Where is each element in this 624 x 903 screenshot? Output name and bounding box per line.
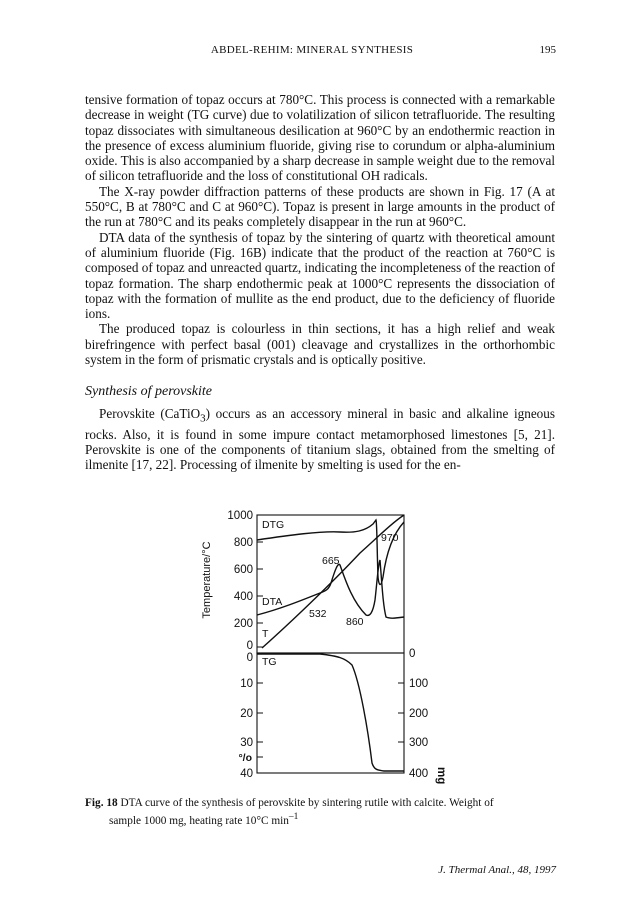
temp-tick-600: 600 (233, 564, 253, 576)
caption-line-1 (85, 797, 555, 811)
caption-text-2: sample 1000 mg, heating rate 10°C min (109, 814, 289, 827)
mg-tick-400: 400 (409, 768, 429, 780)
temp-tick-200: 200 (233, 618, 253, 630)
y-axis-label: Temperature/°C (201, 541, 213, 619)
percent-unit: °/o (238, 752, 252, 764)
section-heading: Synthesis of perovskite (85, 384, 213, 400)
dta-curve (257, 560, 404, 618)
perovskite-text-b: ) occurs as an accessory mineral in basic and alkaline igneous rocks. Also, it is found in some impure contact metamorphosed limestones [5, 21]. Perovskite is one of the components of titanium slags, obtained from the smelting of ilmenite [17, 22]. Processing of ilmenite by smelting is used for the en- (85, 405, 555, 473)
lower-panel-frame (257, 653, 404, 773)
peak-label-532: 532 (309, 608, 327, 620)
peak-label-860: 860 (346, 616, 364, 628)
peak-label-665: 665 (322, 555, 340, 567)
temp-tick-400: 400 (233, 591, 253, 603)
temp-tick-0: 0 (246, 640, 253, 652)
percent-tick-marks (257, 683, 263, 757)
caption-line-2 (85, 811, 555, 828)
thermal-analysis-plot (180, 505, 460, 790)
figure-18 (180, 505, 460, 790)
percent-tick-30: 30 (240, 737, 253, 749)
figure-caption (85, 797, 555, 828)
label-dtg: DTG (262, 519, 285, 531)
caption-superscript: –1 (288, 811, 299, 822)
perovskite-text-a: Perovskite (CaTiO (99, 405, 201, 421)
temp-tick-800: 800 (233, 537, 253, 549)
percent-tick-40: 40 (240, 768, 253, 780)
temp-tick-1000: 1000 (227, 510, 253, 522)
percent-tick-20: 20 (240, 708, 253, 720)
mg-tick-300: 300 (409, 737, 429, 749)
mg-tick-0: 0 (409, 648, 416, 660)
label-t: T (262, 628, 269, 640)
percent-tick-10: 10 (240, 678, 253, 690)
label-dta: DTA (262, 596, 283, 608)
running-title: ABDEL-REHIM: MINERAL SYNTHESIS (210, 44, 414, 56)
paragraph-continuation: tensive formation of topaz occurs at 780°C. This process is connected with a remarkable decrease in weight (TG curve) due to volatilization of silicon tetrafluoride. The resulting topaz dissociates with simultaneous desilication at 960°C by an endothermic reaction in the presence of excess aluminium fluoride, giving rise to corundum or alpha-aluminium oxide. This is also accompanied by a sharp decrease in sample weight due to the removal of silicon tetrafluoride and the loss of constitutional OH radicals. (85, 92, 555, 184)
body-text (85, 92, 555, 472)
mg-tick-marks (398, 683, 404, 742)
journal-footer: J. Thermal Anal., 48, 1997 (438, 864, 556, 876)
paragraph-xray: The X-ray powder diffraction patterns of these products are shown in Fig. 17 (A at 550°C, B at 780°C and C at 960°C). Topaz is present in large amounts in the product of the run at 780°C and its peaks completely disappear in the run at 960°C. (85, 183, 555, 230)
paragraph-dta: DTA data of the synthesis of topaz by the sintering of quartz with theoretical amount of aluminium fluoride (Fig. 16B) indicate that the product of the reaction at 760°C is composed of topaz and unreacted quartz, indicating the incompleteness of the reaction of topaz formation. The sharp endothermic peak at 1000°C represents the dissociation of topaz with the formation of mullite as the end product, due to the deficiency of fluoride ions. (85, 229, 555, 322)
mg-unit: mg (435, 767, 447, 785)
label-tg: TG (262, 656, 277, 668)
page-number: 195 (539, 44, 556, 56)
mg-tick-200: 200 (409, 708, 429, 720)
caption-label: Fig. 18 (85, 797, 118, 809)
perovskite-subscript: 3 (200, 412, 206, 425)
caption-text-1: DTA curve of the synthesis of perovskite by sintering rutile with calcite. Weight of (120, 797, 494, 809)
peak-label-970: 970 (381, 532, 399, 544)
mg-tick-100: 100 (409, 678, 429, 690)
paragraph-topaz-optics: The produced topaz is colourless in thin sections, it has a high relief and weak birefringence with perfect basal (001) cleavage and crystallizes in the orthorhombic system in the form of prismatic crystals and is optically positive. (85, 321, 555, 368)
percent-tick-0: 0 (246, 652, 253, 664)
paragraph-perovskite (85, 406, 555, 473)
tg-curve (257, 654, 404, 771)
page-header (0, 44, 624, 60)
